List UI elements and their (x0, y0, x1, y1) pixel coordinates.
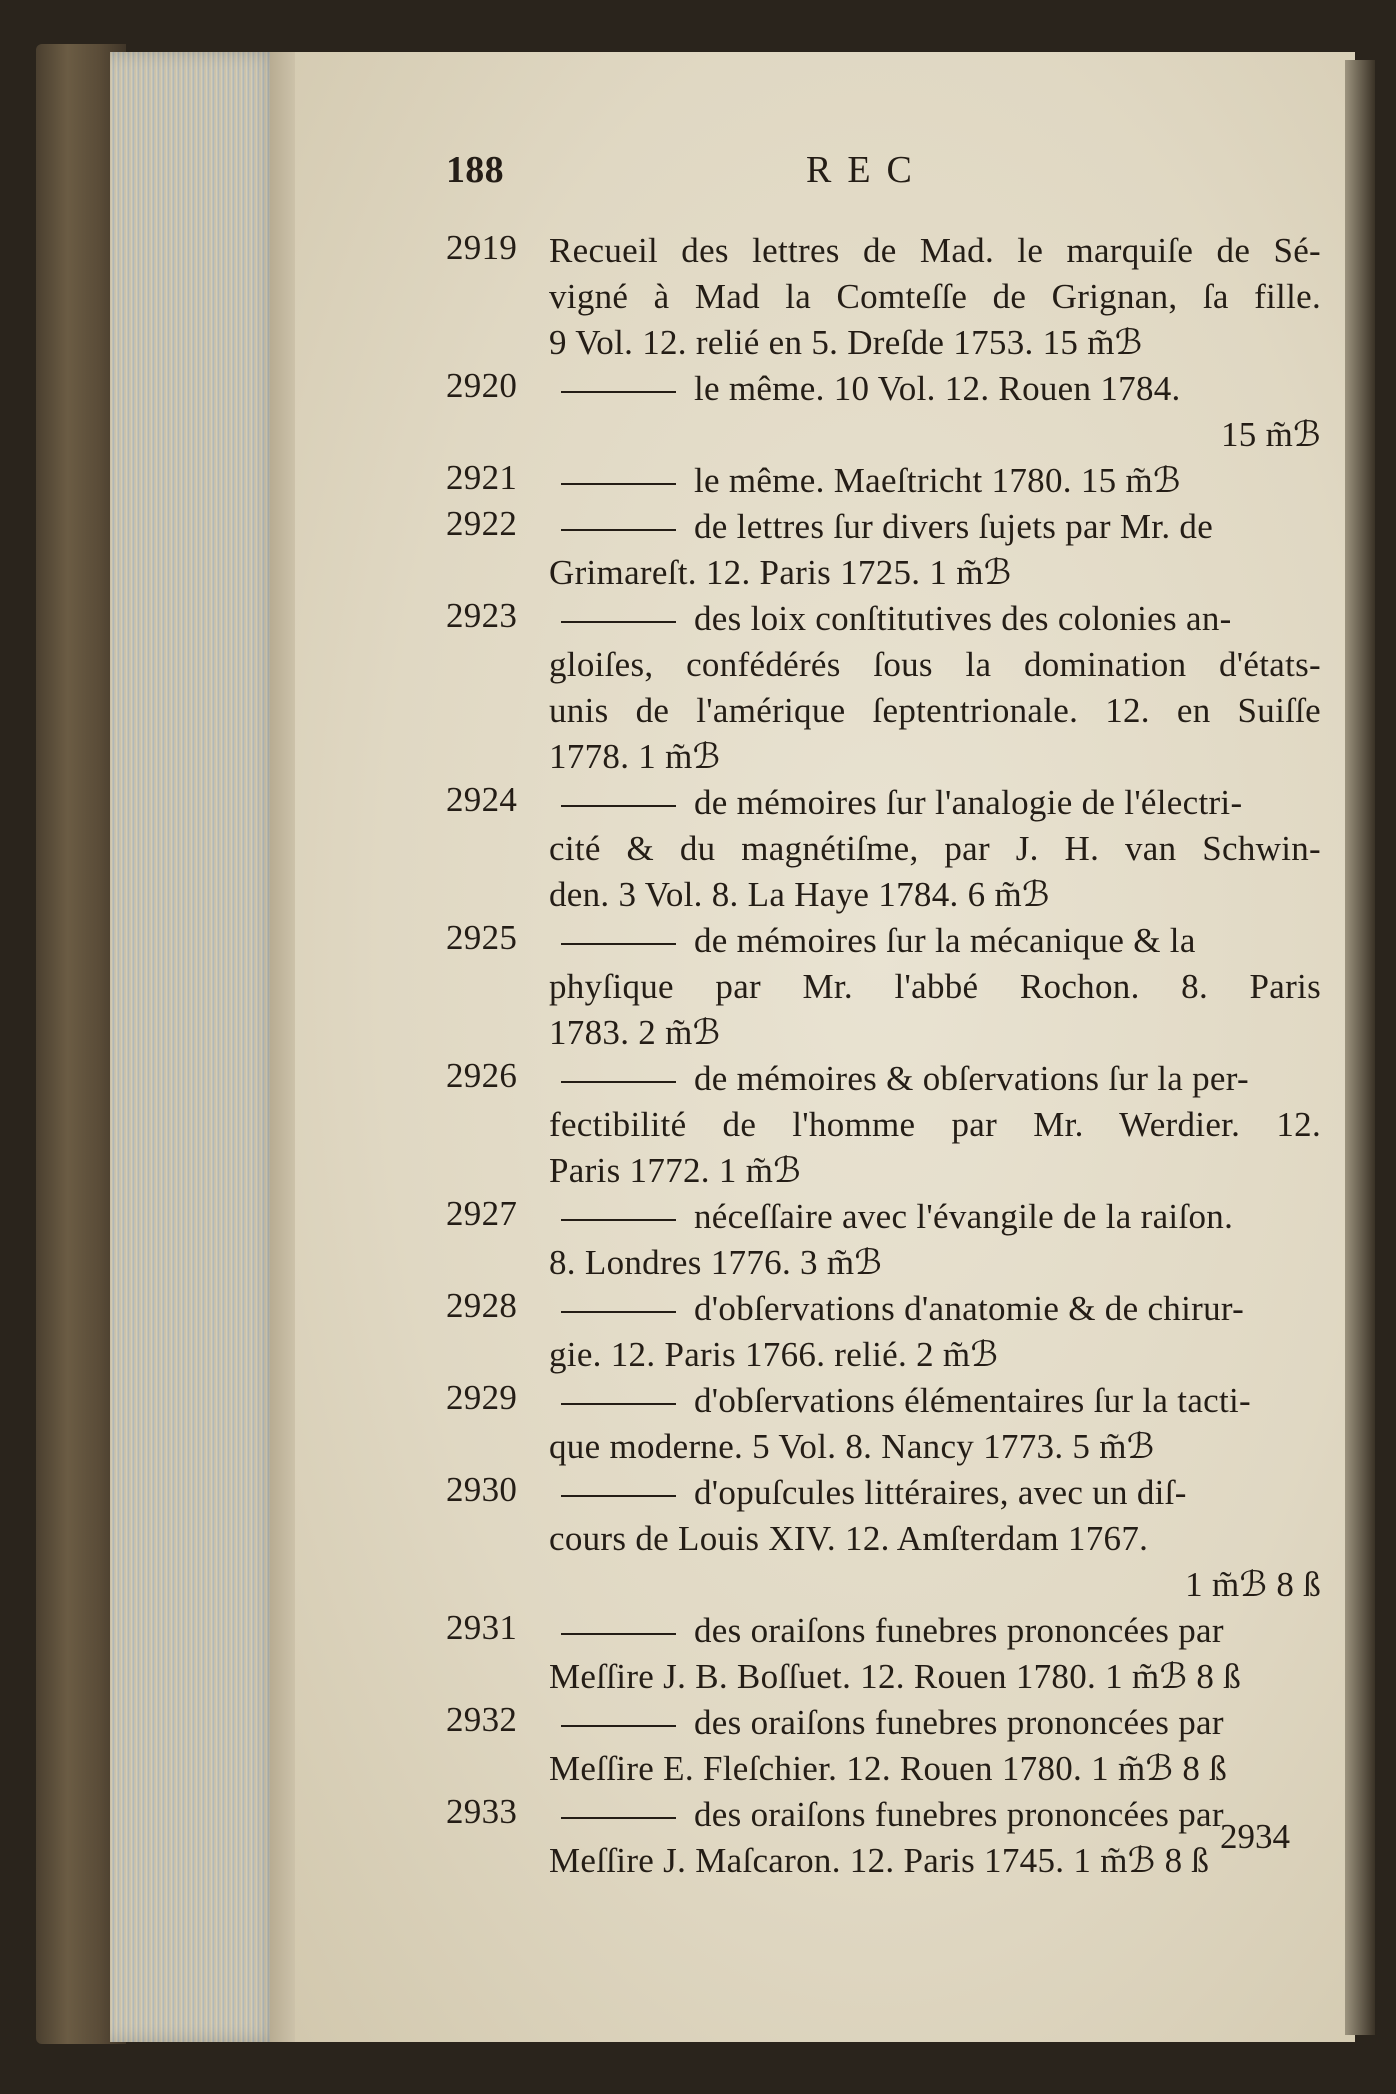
running-head: REC (806, 149, 928, 191)
ditto-dash (561, 943, 676, 945)
entry-line: d'obſervations élémentaires ſur la tacti- (694, 1381, 1252, 1420)
entry-line: cours de Louis XIV. 12. Amſterdam 1767. (549, 1519, 1149, 1558)
entry-line: 1778. 1 m̃ℬ (549, 737, 721, 776)
entry-line: que moderne. 5 Vol. 8. Nancy 1773. 5 m̃ℬ (549, 1427, 1155, 1466)
catalogue-entry (446, 1608, 1321, 1700)
entry-line: Meſſire E. Fleſchier. 12. Rouen 1780. 1 m̃ℬ 8 ß (549, 1749, 1228, 1788)
entry-number: 2933 (446, 1792, 518, 1831)
catalogue-entry (446, 780, 1321, 918)
entry-line: 15 m̃ℬ (1221, 415, 1321, 454)
entry-line: des oraiſons funebres prononcées par (694, 1795, 1224, 1834)
catalogue-entry (446, 918, 1321, 1056)
entry-line: unis de l'amérique ſeptentrionale. 12. en Suiſſe (549, 691, 1321, 730)
entry-line: cité & du magnétiſme, par J. H. van Schwin- (549, 829, 1321, 868)
entry-line: d'obſervations d'anatomie & de chirur- (694, 1289, 1245, 1328)
catalogue-entry (446, 458, 1321, 504)
entry-number: 2926 (446, 1056, 518, 1095)
entry-line: Grimareſt. 12. Paris 1725. 1 m̃ℬ (549, 553, 1012, 592)
entry-line: de lettres ſur divers ſujets par Mr. de (694, 507, 1214, 546)
ditto-dash (561, 391, 676, 393)
ditto-dash (561, 483, 676, 485)
catalogue-entry (446, 1056, 1321, 1194)
entry-number: 2931 (446, 1608, 518, 1647)
entry-line: néceſſaire avec l'évangile de la raiſon. (694, 1197, 1234, 1236)
catalogue-entries (446, 228, 1321, 1884)
entry-number: 2929 (446, 1378, 518, 1417)
entry-line: gloiſes, confédérés ſous la domination d'états- (549, 645, 1321, 684)
catalogue-entry (446, 1378, 1321, 1470)
catalogue-entry (446, 1700, 1321, 1792)
catalogue-entry (446, 366, 1321, 458)
entry-line: phyſique par Mr. l'abbé Rochon. 8. Paris (549, 967, 1321, 1006)
entry-line: Recueil des lettres de Mad. le marquiſe de Sé- (549, 231, 1321, 270)
catchword: 2934 (1220, 1817, 1290, 1856)
entry-number: 2920 (446, 366, 518, 405)
entry-number: 2925 (446, 918, 518, 957)
entry-number: 2922 (446, 504, 518, 543)
ditto-dash (561, 1081, 676, 1083)
page-block-edges (110, 52, 282, 2042)
ditto-dash (561, 1311, 676, 1313)
entry-line: 9 Vol. 12. relié en 5. Dreſde 1753. 15 m̃ℬ (549, 323, 1143, 362)
ditto-dash (561, 1403, 676, 1405)
entry-number: 2919 (446, 228, 518, 267)
ditto-dash (561, 805, 676, 807)
catalogue-entry (446, 504, 1321, 596)
entry-number: 2927 (446, 1194, 518, 1233)
entry-number: 2924 (446, 780, 518, 819)
entry-number: 2928 (446, 1286, 518, 1325)
entry-line: des oraiſons funebres prononcées par (694, 1703, 1224, 1742)
ditto-dash (561, 529, 676, 531)
ditto-dash (561, 1495, 676, 1497)
entry-line: 8. Londres 1776. 3 m̃ℬ (549, 1243, 883, 1282)
catalogue-entry (446, 1470, 1321, 1608)
entry-line: des oraiſons funebres prononcées par (694, 1611, 1224, 1650)
entry-line: de mémoires ſur la mécanique & la (694, 921, 1196, 960)
entry-line: Meſſire J. B. Boſſuet. 12. Rouen 1780. 1 m̃ℬ 8 ß (549, 1657, 1242, 1696)
entry-line: 1783. 2 m̃ℬ (549, 1013, 721, 1052)
entry-number: 2932 (446, 1700, 518, 1739)
entry-number: 2921 (446, 458, 518, 497)
page-edge-shadow (1345, 60, 1375, 2035)
entry-line: Paris 1772. 1 m̃ℬ (549, 1151, 802, 1190)
entry-line: vigné à Mad la Comteſſe de Grignan, ſa fille. (549, 277, 1321, 316)
page-header (446, 148, 1321, 198)
entry-line: d'opuſcules littéraires, avec un diſ- (694, 1473, 1187, 1512)
entry-number: 2923 (446, 596, 518, 635)
catalogue-entry (446, 596, 1321, 780)
catalogue-entry (446, 1286, 1321, 1378)
ditto-dash (561, 1725, 676, 1727)
entry-number: 2930 (446, 1470, 518, 1509)
entry-line: gie. 12. Paris 1766. relié. 2 m̃ℬ (549, 1335, 999, 1374)
ditto-dash (561, 1817, 676, 1819)
entry-line: 1 m̃ℬ 8 ß (1185, 1565, 1321, 1604)
entry-line: fectibilité de l'homme par Mr. Werdier. 12. (549, 1105, 1321, 1144)
entry-line: de mémoires ſur l'analogie de l'électri- (694, 783, 1243, 822)
catalogue-entry (446, 1194, 1321, 1286)
ditto-dash (561, 1633, 676, 1635)
entry-line: le même. Maeſtricht 1780. 15 m̃ℬ (694, 461, 1181, 500)
page-number: 188 (446, 149, 504, 191)
entry-line: den. 3 Vol. 8. La Haye 1784. 6 m̃ℬ (549, 875, 1050, 914)
entry-line: de mémoires & obſervations ſur la per- (694, 1059, 1249, 1098)
entry-line: Meſſire J. Maſcaron. 12. Paris 1745. 1 m̃ℬ 8 ß (549, 1841, 1210, 1880)
ditto-dash (561, 621, 676, 623)
entry-line: le même. 10 Vol. 12. Rouen 1784. (694, 369, 1181, 408)
entry-line: des loix conſtitutives des colonies an- (694, 599, 1232, 638)
catalogue-entry (446, 228, 1321, 366)
ditto-dash (561, 1219, 676, 1221)
catalogue-entry (446, 1792, 1321, 1884)
